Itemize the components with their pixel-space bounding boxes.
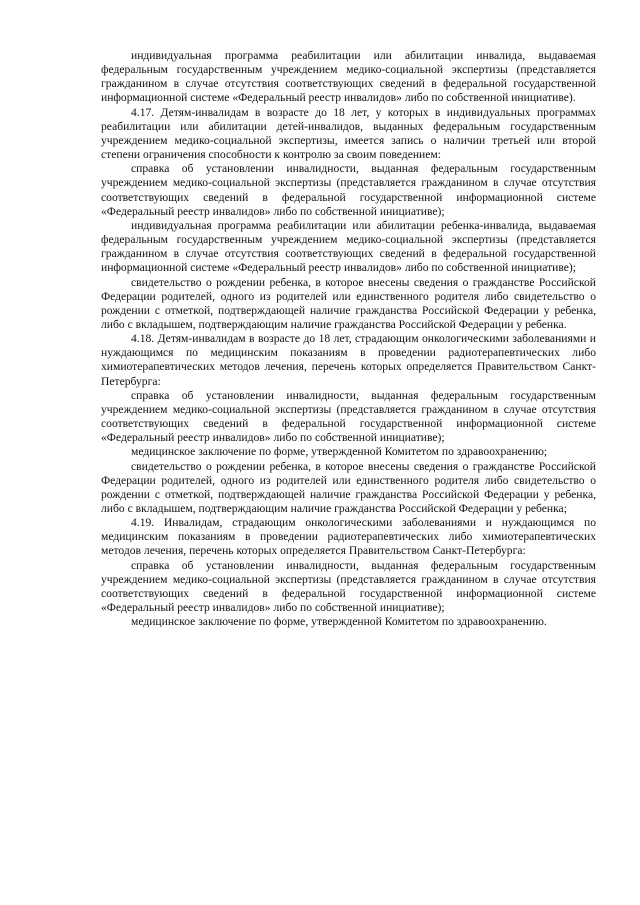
document-text — [101, 49, 596, 629]
paragraph-disability-certificate: справка об установлении инвалидности, выданная федеральным государственным учреждением медико-социальной экспертизы (представляется гражданином в случае отсутствия соответствующих сведений в федеральной государственной информационной системе «Федеральный реестр инвалидов» либо по собственной инициативе); — [101, 162, 596, 218]
paragraph-medical-conclusion: медицинское заключение по форме, утвержденной Комитетом по здравоохранению. — [131, 615, 547, 629]
paragraph-ipr-child: индивидуальная программа реабилитации или абилитации ребенка-инвалида, выдаваемая федеральным государственным учреждением медико-социальной экспертизы (представляется гражданином в случае отсутствия соответствующих сведений в федеральной государственной информационной системе «Федеральный реестр инвалидов» либо по собственной инициативе); — [101, 218, 596, 275]
paragraph-birth-certificate: свидетельство о рождении ребенка, в которое внесены сведения о гражданстве Российской Федерации родителей, одного из родителей или единственного родителя либо свидетельство о рождении с отметкой, подтверждающей наличие гражданства Российской Федерации у ребенка, либо с вкладышем, подтверждающим наличие гражданства Российской Федерации у ребенка; — [101, 459, 596, 515]
paragraph-medical-conclusion: медицинское заключение по форме, утвержденной Комитетом по здравоохранению; — [131, 445, 548, 459]
paragraph-disability-certificate: справка об установлении инвалидности, выданная федеральным государственным учреждением медико-социальной экспертизы (представляется гражданином в случае отсутствия соответствующих сведений в федеральной государственной информационной системе «Федеральный реестр инвалидов» либо по собственной инициативе); — [101, 558, 596, 615]
paragraph-disability-certificate: справка об установлении инвалидности, выданная федеральным государственным учреждением медико-социальной экспертизы (представляется гражданином в случае отсутствия соответствующих сведений в федеральной государственной информационной системе «Федеральный реестр инвалидов» либо по собственной инициативе); — [101, 388, 596, 445]
paragraph-4-18: 4.18. Детям-инвалидам в возрасте до 18 лет, страдающим онкологическими заболеваниями и нуждающимся по медицинским показаниям в проведении радиотерапевтических либо химиотерапевтических методов лечения, перечень которых определяется Правительством Санкт-Петербурга: — [101, 332, 596, 388]
paragraph-ipr-invalid: индивидуальная программа реабилитации или абилитации инвалида, выдаваемая федеральным государственным учреждением медико-социальной экспертизы (представляется гражданином в случае отсутствия соответствующих сведений в федеральной государственной информационной системе «Федеральный реестр инвалидов» либо по собственной инициативе). — [101, 49, 596, 105]
paragraph-4-19: 4.19. Инвалидам, страдающим онкологическими заболеваниями и нуждающимся по медицинским показаниям в проведении радиотерапевтических либо химиотерапевтических методов лечения, перечень которых определяется Правительством Санкт-Петербурга: — [101, 516, 596, 558]
paragraph-birth-certificate: свидетельство о рождении ребенка, в которое внесены сведения о гражданстве Российской Федерации родителей, одного из родителей или единственного родителя либо свидетельство о рождении с отметкой, подтверждающей наличие гражданства Российской Федерации у ребенка, либо с вкладышем, подтверждающим наличие гражданства Российской Федерации у ребенка. — [101, 275, 596, 331]
paragraph-4-17: 4.17. Детям-инвалидам в возрасте до 18 лет, у которых в индивидуальных программах реабилитации или абилитации детей-инвалидов, выданных федеральным государственным учреждением медико-социальной экспертизы, имеется запись о наличии третьей или второй степени ограничения способности к контролю за своим поведением: — [101, 105, 596, 162]
